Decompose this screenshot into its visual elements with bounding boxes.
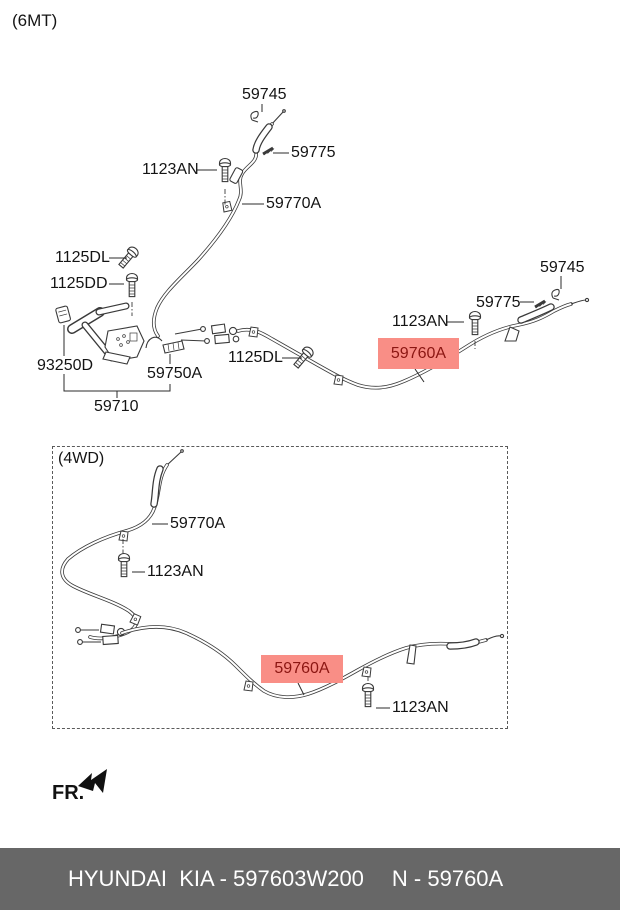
footer-part-bar [0,848,620,910]
cable-clamp-icon [249,327,258,337]
front-direction-label: FR. [52,782,85,804]
part-label-59775-right: 59775 [476,294,521,311]
highlighted-part-59760a-6mt[interactable]: 59760A [378,338,459,369]
part-label-1125dd: 1125DD [50,275,108,292]
footer-oem-code: HYUNDAI KIA - 597603W200 [68,866,364,891]
cable-clamp-icon [221,200,233,212]
part-label-1123an-left: 1123AN [142,161,199,178]
part-label-1123an-mid: 1123AN [392,313,449,330]
retainer-clip-icon [552,289,559,300]
part-label-59770a: 59770A [266,195,322,212]
cable-6mt-front-section [154,110,286,336]
bolt-icon [470,312,481,335]
brake-lever-icon [72,306,162,364]
part-label-1125dl-mid: 1125DL [228,349,283,366]
bolt-icon [117,245,140,270]
part-label-59710: 59710 [94,398,139,415]
diagram-4wd-box [52,446,508,729]
part-label-59770a-4wd: 59770A [170,515,226,532]
part-label-59745-right: 59745 [540,259,585,276]
part-label-59750a: 59750A [147,365,203,382]
highlighted-part-59760a-4wd[interactable]: 59760A [261,655,343,683]
retainer-clip-icon [251,111,258,122]
cable-clamp-icon [334,375,343,385]
part-label-1123an-4wd-lower: 1123AN [392,699,449,716]
bolt-icon [292,345,315,370]
part-label-59775-top: 59775 [291,144,336,161]
stud-icon [263,148,274,155]
brake-switch-icon [55,306,70,324]
footer-part-number: N - 59760A [391,866,504,891]
part-label-1125dl-left: 1125DL [55,249,110,266]
bolt-icon [127,274,138,297]
part-label-59745-top: 59745 [242,86,287,103]
part-label-93250d: 93250D [37,357,94,374]
bolt-icon [220,159,231,182]
variant-label-4wd: (4WD) [58,450,105,467]
variant-label-6mt: (6MT) [12,11,58,30]
part-label-1123an-4wd-upper: 1123AN [147,563,204,580]
